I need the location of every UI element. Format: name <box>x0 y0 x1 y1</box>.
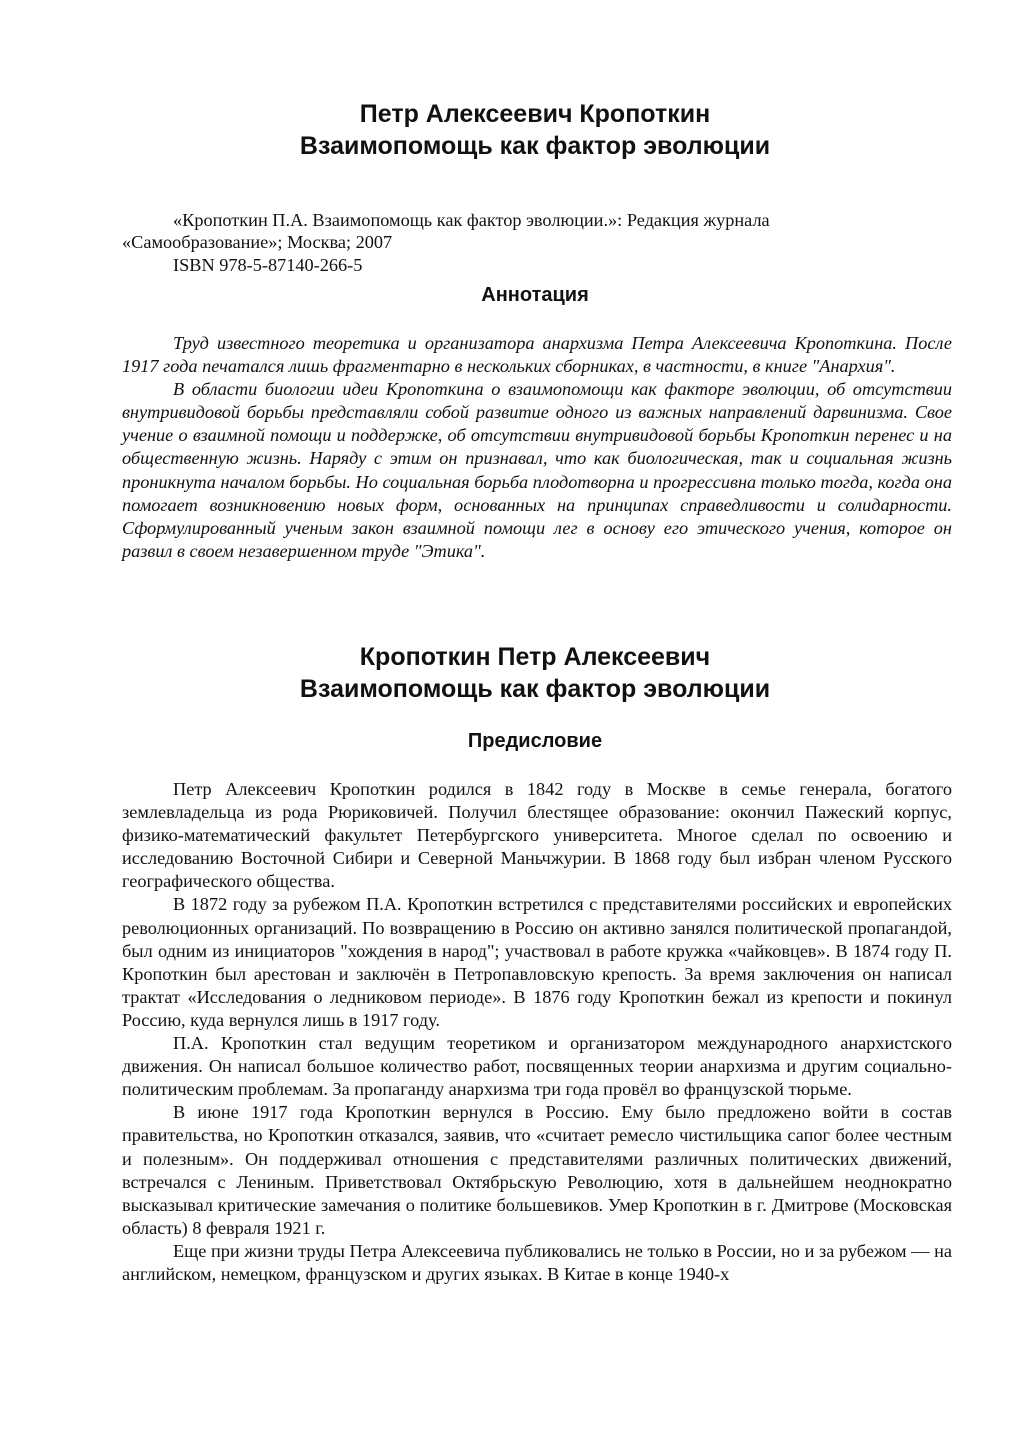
document-title <box>120 98 950 162</box>
annotation-paragraph: В области биологии идеи Кропоткина о взаимопомощи как факторе эволюции, об отсутствии внутривидовой борьбы представляли собой развитие одного из важных направлений дарвинизма. Свое учение о взаимной помощи и поддержке, об отсутствии внутривидовой борьбы Кропоткин перенес и на общественную жизнь. Наряду с этим он признавал, что как биологическая, так и социальная жизнь проникнута началом борьбы. Но социальная борьба плодотворна и прогрессивна только тогда, когда она помогает возникновению новых форм, основанных на принципах справедливости и солидарности. Сформулированный ученым закон взаимной помощи лег в основу его этического учения, которое он развил в своем незавершенном труде "Этика". <box>122 379 952 561</box>
preface-text <box>122 778 952 1286</box>
section-title <box>120 641 950 705</box>
bibliographic-info <box>122 209 953 276</box>
title-author: Петр Алексеевич Кропоткин <box>359 100 711 128</box>
annotation-heading: Аннотация <box>481 284 589 306</box>
section-title-work: Взаимопомощь как фактор эволюции <box>299 675 771 703</box>
body-paragraph: В 1872 году за рубежом П.А. Кропоткин встретился с представителями российских и европейских революционных организаций. По возвращению в Россию он активно занялся политической пропагандой, был одним из инициаторов "хождения в народ"; участвовал в работе кружка «чайковцев». В 1874 году П. Кропоткин был арестован и заключён в Петропавловскую крепость. За время заключения он написал трактат «Исследования о ледниковом периоде». В 1876 году Кропоткин бежал из крепости и покинул Россию, куда вернулся лишь в 1917 году. <box>122 894 952 1030</box>
body-paragraph: Петр Алексеевич Кропоткин родился в 1842 году в Москве в семье генерала, богатого землевладельца из рода Рюриковичей. Получил блестящее образование: окончил Пажеский корпус, физико-математический факультет Петербургского университета. Многое сделал по освоению и исследованию Восточной Сибири и Северной Маньчжурии. В 1868 году был избран членом Русского географического общества. <box>122 779 952 892</box>
preface-heading: Предисловие <box>467 730 603 752</box>
body-paragraph: В июне 1917 года Кропоткин вернулся в Россию. Ему было предложено войти в состав правительства, но Кропоткин отказался, заявив, что «считает ремесло чистильщика сапог более честным и полезным». Он поддерживал отношения с представителями различных политических движений, встречался с Лениным. Приветствовал Октябрьскую Революцию, хотя в дальнейшем неоднократно высказывал критические замечания о политике большевиков. Умер Кропоткин в г. Дмитрове (Московская область) 8 февраля 1921 г. <box>122 1102 952 1238</box>
annotation-paragraph: Труд известного теоретика и организатора анархизма Петра Алексеевича Кропоткина. После 1917 года печатался лишь фрагментарно в нескольких сборниках, в частности, в книге "Анархия". <box>122 333 952 377</box>
body-paragraph: П.А. Кропоткин стал ведущим теоретиком и организатором международного анархистского движения. Он написал большое количество работ, посвященных теории анархизма и другим социально-политическим проблемам. За пропаганду анархизма три года провёл во французской тюрьме. <box>122 1033 952 1100</box>
body-paragraph: Еще при жизни труды Петра Алексеевича публиковались не только в России, но и за рубежом — на английском, немецком, французском и других языках. В Китае в конце 1940-х <box>122 1240 952 1284</box>
biblio-line-2: «Самообразование»; Москва; 2007 <box>122 232 393 253</box>
isbn: ISBN 978-5-87140-266-5 <box>173 254 363 275</box>
title-work: Взаимопомощь как фактор эволюции <box>299 132 771 160</box>
section-title-author: Кропоткин Петр Алексеевич <box>359 643 711 671</box>
annotation-text <box>122 332 952 563</box>
biblio-line-1: «Кропоткин П.А. Взаимопомощь как фактор эволюции.»: Редакция журнала <box>173 210 770 230</box>
